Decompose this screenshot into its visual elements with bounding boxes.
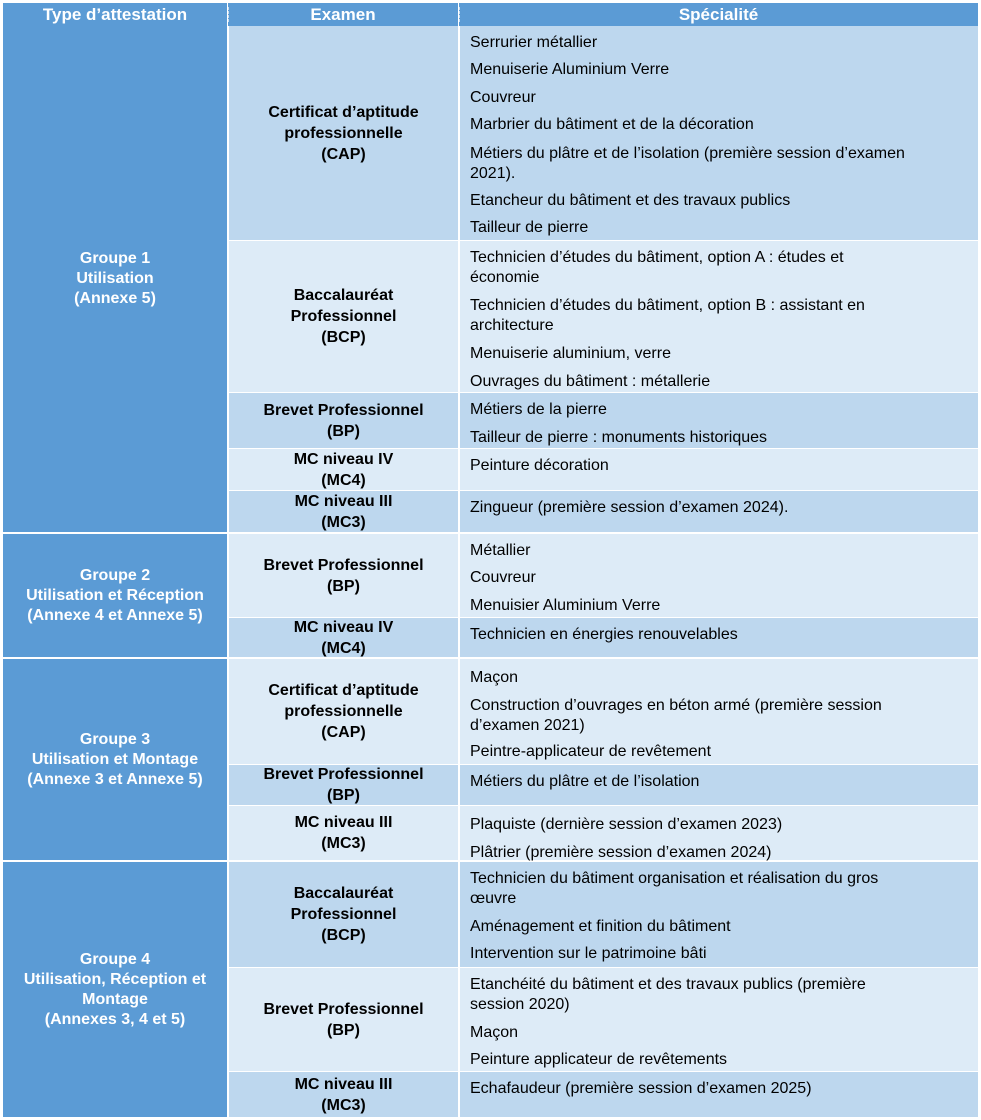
- exam-label-line: MC niveau IV: [293, 450, 394, 468]
- specialite-item: [470, 344, 970, 364]
- exam-cell: [229, 806, 458, 860]
- group-label-line: Groupe 4: [79, 950, 151, 968]
- exam-label-line: professionnelle: [284, 703, 403, 720]
- exam-label-line: (BCP): [321, 927, 366, 944]
- specialite-line: session 2020): [470, 996, 570, 1013]
- specialite-line: Technicien d’études du bâtiment, option A : études et: [470, 249, 844, 266]
- group-label-line: Utilisation, Réception et: [23, 970, 207, 988]
- header-type-attestation: Type d’attestation: [3, 3, 227, 26]
- specialite-item: [470, 296, 970, 336]
- specialite-item: [470, 115, 970, 135]
- specialite-line: Technicien d’études du bâtiment, option B : assistant en: [470, 297, 865, 314]
- specialite-line: Métiers du plâtre et de l’isolation: [470, 773, 700, 790]
- group-label-line: (Annexe 5): [74, 290, 156, 307]
- specialite-item: [470, 772, 970, 792]
- specialite-item: [470, 498, 970, 518]
- exam-cell: [229, 659, 458, 764]
- specialite-line: Echafaudeur (première session d’examen 2025): [470, 1080, 812, 1097]
- exam-label-line: (MC4): [321, 471, 366, 489]
- header-divider: [459, 7, 460, 22]
- group-label-line: (Annexe 4 et Annexe 5): [27, 606, 203, 624]
- exam-label-line: Certificat d’aptitude: [268, 682, 419, 699]
- specialite-item: [470, 696, 970, 736]
- specialite-line: architecture: [470, 317, 554, 334]
- specialite-item: [470, 218, 970, 238]
- exam-cell: [229, 618, 458, 657]
- group-cell-3: [3, 659, 227, 860]
- exam-label-line: MC niveau III: [294, 814, 393, 831]
- group-label-line: Montage: [82, 990, 148, 1008]
- exam-label-line: Professionnel: [290, 906, 397, 923]
- specialite-line: Peintre-applicateur de revêtement: [470, 743, 712, 760]
- group-cell-2: [3, 534, 227, 657]
- exam-label-line: Brevet Professionnel: [263, 401, 424, 419]
- specialite-item: [470, 541, 970, 561]
- group-label-line: (Annexes 3, 4 et 5): [44, 1010, 186, 1028]
- specialite-cell: [460, 806, 978, 860]
- specialite-cell: [460, 26, 978, 240]
- specialite-line: Plaquiste (dernière session d’examen 2023): [470, 816, 783, 833]
- specialite-line: Construction d’ouvrages en béton armé (première session: [470, 697, 882, 714]
- exam-label-line: MC niveau IV: [293, 618, 394, 636]
- exam-label-line: MC niveau III: [294, 492, 393, 510]
- group-cell-4: [3, 862, 227, 1117]
- specialite-cell: [460, 1072, 978, 1117]
- exam-cell: [229, 393, 458, 448]
- specialite-item: [470, 144, 970, 184]
- specialite-line: Marbrier du bâtiment et de la décoration: [470, 116, 754, 133]
- specialite-line: Maçon: [470, 1024, 519, 1041]
- group-label-line: Groupe 3: [79, 730, 151, 748]
- exam-label-line: (MC3): [321, 835, 366, 852]
- specialite-line: Menuiserie aluminium, verre: [470, 345, 671, 362]
- specialite-item: [470, 248, 970, 288]
- specialite-line: Zingueur (première session d’examen 2024).: [470, 499, 789, 516]
- group-label-line: Utilisation et Montage: [31, 750, 199, 768]
- specialite-item: [470, 843, 970, 863]
- specialite-item: [470, 400, 970, 420]
- specialite-item: [470, 742, 970, 762]
- header-divider: [228, 7, 229, 22]
- exam-cell: [229, 862, 458, 967]
- specialite-line: Métiers de la pierre: [470, 401, 607, 418]
- specialite-item: [470, 191, 970, 211]
- specialite-line: Etancheur du bâtiment et des travaux publics: [470, 192, 791, 209]
- specialite-item: [470, 815, 970, 835]
- specialite-item: [470, 975, 970, 1015]
- specialite-item: [470, 596, 970, 616]
- exam-label-line: (BP): [327, 787, 360, 804]
- specialite-item: [470, 456, 970, 476]
- exam-cell: [229, 765, 458, 805]
- specialite-line: Technicien en énergies renouvelables: [470, 626, 738, 643]
- specialite-item: [470, 1023, 970, 1043]
- exam-cell: [229, 534, 458, 617]
- exam-label-line: (BP): [327, 1021, 360, 1039]
- group-label-line: (Annexe 3 et Annexe 5): [27, 770, 203, 788]
- exam-cell: [229, 26, 458, 240]
- specialite-cell: [460, 449, 978, 490]
- exam-label-line: (CAP): [321, 724, 366, 741]
- exam-label-line: Certificat d’aptitude: [268, 103, 419, 121]
- exam-label-line: (BP): [327, 577, 360, 595]
- group-cell-1: [3, 26, 227, 532]
- specialite-item: [470, 1050, 970, 1070]
- specialite-line: Couvreur: [470, 569, 536, 586]
- specialite-line: économie: [470, 269, 540, 286]
- specialite-line: Peinture applicateur de revêtements: [470, 1051, 728, 1068]
- specialite-line: Métallier: [470, 542, 531, 559]
- specialite-line: Technicien du bâtiment organisation et réalisation du gros: [470, 870, 879, 887]
- specialite-line: Intervention sur le patrimoine bâti: [470, 945, 707, 962]
- specialite-item: [470, 568, 970, 588]
- exam-label-line: (MC3): [321, 1096, 366, 1114]
- specialite-cell: [460, 393, 978, 448]
- header-examen: Examen: [228, 3, 458, 26]
- group-label-line: Groupe 1: [79, 250, 151, 267]
- exam-label-line: (BP): [327, 422, 360, 440]
- specialite-line: d’examen 2021): [470, 717, 585, 734]
- specialite-line: Maçon: [470, 669, 519, 686]
- specialite-line: Menuisier Aluminium Verre: [470, 597, 661, 614]
- group-label-line: Utilisation: [76, 270, 154, 287]
- specialite-line: Ouvrages du bâtiment : métallerie: [470, 373, 711, 390]
- group-label-line: Groupe 2: [79, 566, 151, 584]
- specialite-line: Tailleur de pierre : monuments historiques: [470, 429, 768, 446]
- exam-cell: [229, 449, 458, 490]
- specialite-cell: [460, 968, 978, 1071]
- specialite-cell: [460, 241, 978, 392]
- exam-cell: [229, 241, 458, 392]
- exam-cell: [229, 491, 458, 532]
- specialite-item: [470, 1079, 970, 1099]
- specialite-item: [470, 428, 970, 448]
- specialite-line: Menuiserie Aluminium Verre: [470, 61, 670, 78]
- specialite-cell: [460, 659, 978, 764]
- specialite-item: [470, 917, 970, 937]
- specialite-cell: [460, 491, 978, 532]
- specialite-item: [470, 625, 970, 645]
- specialite-line: œuvre: [470, 890, 517, 907]
- exam-label-line: Baccalauréat: [293, 287, 394, 304]
- exam-label-line: professionnelle: [284, 124, 403, 142]
- specialite-item: [470, 944, 970, 964]
- specialite-line: 2021).: [470, 165, 516, 182]
- specialite-item: [470, 88, 970, 108]
- specialite-line: Métiers du plâtre et de l’isolation (première session d’examen: [470, 145, 905, 162]
- specialite-line: Peinture décoration: [470, 457, 609, 474]
- specialite-item: [470, 60, 970, 80]
- exam-label-line: (BCP): [321, 329, 366, 346]
- group-label-line: Utilisation et Réception: [26, 586, 204, 604]
- exam-label-line: MC niveau III: [294, 1075, 393, 1093]
- specialite-line: Couvreur: [470, 89, 536, 106]
- exam-label-line: Brevet Professionnel: [263, 556, 424, 574]
- header-specialite: Spécialité: [459, 3, 978, 26]
- exam-label-line: Professionnel: [290, 308, 397, 325]
- specialite-line: Etanchéité du bâtiment et des travaux publics (première: [470, 976, 866, 993]
- specialite-cell: [460, 862, 978, 967]
- specialite-item: [470, 33, 970, 53]
- exam-label-line: (CAP): [321, 145, 366, 163]
- exam-label-line: (MC3): [321, 513, 366, 531]
- specialite-cell: [460, 765, 978, 805]
- specialite-item: [470, 869, 970, 909]
- exam-label-line: Brevet Professionnel: [263, 766, 424, 783]
- exam-label-line: Brevet Professionnel: [263, 1000, 424, 1018]
- specialite-line: Aménagement et finition du bâtiment: [470, 918, 731, 935]
- exam-cell: [229, 968, 458, 1071]
- specialite-item: [470, 372, 970, 392]
- specialite-cell: [460, 534, 978, 617]
- specialite-line: Serrurier métallier: [470, 34, 598, 51]
- exam-cell: [229, 1072, 458, 1117]
- exam-label-line: (MC4): [321, 639, 366, 657]
- specialite-line: Tailleur de pierre: [470, 219, 589, 236]
- specialite-cell: [460, 618, 978, 657]
- specialite-item: [470, 668, 970, 688]
- specialite-line: Plâtrier (première session d’examen 2024): [470, 844, 772, 861]
- exam-label-line: Baccalauréat: [293, 885, 394, 902]
